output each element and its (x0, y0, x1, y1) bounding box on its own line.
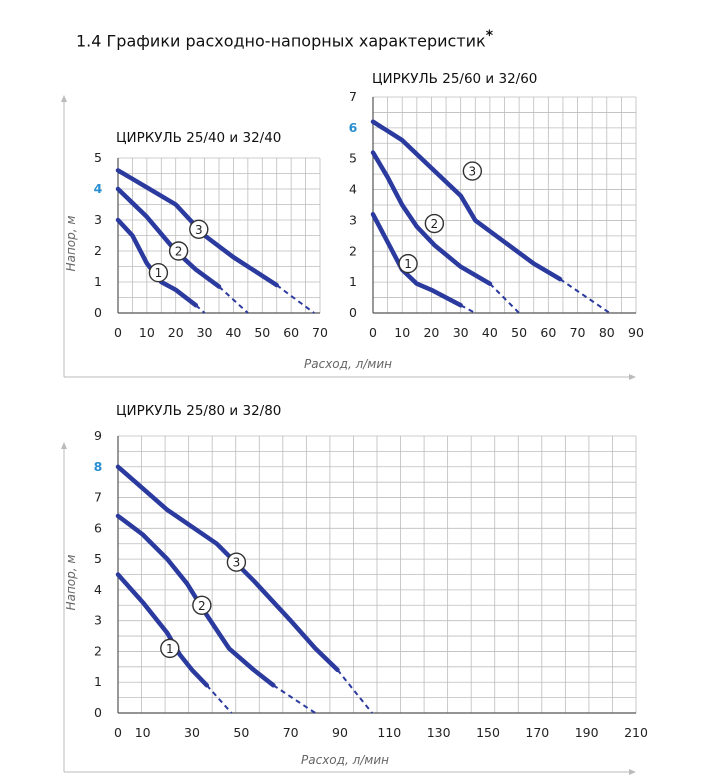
series-1-solid-line (118, 220, 196, 305)
chart-2 (349, 71, 644, 340)
frame-y-arrow (61, 442, 67, 449)
x-tick-label: 10 (134, 725, 151, 740)
y-tick-label: 6 (94, 520, 102, 536)
y-tick-label: 3 (94, 612, 102, 628)
chart-3 (61, 403, 648, 775)
x-tick-label: 50 (233, 725, 250, 740)
series-1 (118, 575, 232, 714)
chart-title: ЦИРКУЛЬ 25/60 и 32/60 (372, 71, 538, 87)
x-tick-label: 40 (481, 325, 498, 340)
series-1-dashed-line (196, 305, 205, 313)
chart-title: ЦИРКУЛЬ 25/80 и 32/80 (116, 403, 282, 419)
grid (118, 158, 320, 313)
y-tick-label: 8 (93, 458, 103, 474)
x-tick-label: 70 (569, 325, 586, 340)
y-tick-label: 5 (94, 551, 102, 567)
y-axis-label: Напор, м (64, 554, 78, 611)
frame-y-arrow (61, 95, 67, 102)
x-axis-label: Расход, л/мин (304, 357, 392, 371)
y-tick-label: 3 (349, 212, 357, 228)
y-tick-label: 2 (94, 243, 102, 258)
y-tick-label: 2 (349, 243, 357, 259)
x-tick-label: 60 (283, 325, 300, 340)
x-axis-label: Расход, л/мин (301, 753, 389, 767)
y-tick-label: 0 (94, 305, 102, 320)
y-tick-label: 0 (349, 305, 357, 320)
y-tick-label: 4 (94, 581, 102, 597)
x-tick-label: 10 (394, 325, 411, 340)
series-2-label: 2 (430, 217, 439, 232)
y-tick-label: 1 (94, 274, 102, 289)
series-3-dashed-line (338, 670, 373, 713)
x-tick-label: 70 (312, 325, 328, 340)
x-tick-label: 50 (511, 325, 528, 340)
series-3-label: 3 (232, 555, 241, 570)
x-tick-label: 0 (114, 725, 122, 740)
x-tick-label: 150 (476, 725, 500, 740)
y-tick-label: 5 (349, 150, 357, 166)
y-tick-label: 7 (94, 489, 102, 505)
series-3-label: 3 (468, 164, 477, 179)
x-tick-label: 110 (377, 725, 402, 740)
series-1-label: 1 (404, 257, 412, 272)
series-2-dashed-line (273, 685, 315, 713)
y-tick-label: 3 (94, 212, 102, 227)
x-tick-label: 20 (167, 325, 184, 340)
y-tick-label: 0 (94, 705, 102, 720)
x-tick-label: 30 (196, 325, 213, 340)
x-tick-label: 90 (332, 725, 348, 740)
x-tick-label: 70 (282, 725, 299, 740)
series-2-label: 2 (174, 244, 183, 259)
x-tick-label: 40 (225, 325, 242, 340)
x-tick-label: 190 (574, 725, 599, 740)
page-title-text: 1.4 Графики расходно-напорных характеристик (76, 31, 486, 51)
y-tick-label: 4 (349, 181, 357, 197)
x-tick-label: 60 (540, 325, 557, 340)
page-title-asterisk: * (485, 28, 494, 44)
series-3 (118, 170, 314, 313)
y-tick-label: 1 (94, 674, 102, 690)
series-3-dashed-line (560, 279, 610, 313)
y-tick-label: 5 (94, 150, 102, 165)
x-tick-label: 0 (369, 325, 377, 340)
series-1-dashed-line (461, 305, 476, 313)
series-3-label: 3 (194, 222, 203, 237)
y-tick-label: 7 (349, 89, 357, 104)
y-tick-label: 9 (94, 428, 102, 443)
series-3-dashed-line (277, 285, 315, 313)
x-tick-label: 10 (138, 325, 155, 340)
y-tick-label: 1 (349, 274, 357, 290)
x-tick-label: 210 (624, 725, 648, 740)
series-1-label: 1 (165, 641, 174, 656)
frame-x-arrow (629, 769, 636, 775)
x-tick-label: 20 (423, 325, 440, 340)
y-tick-label: 6 (348, 119, 358, 135)
x-tick-label: 90 (628, 325, 644, 340)
chart-title: ЦИРКУЛЬ 25/40 и 32/40 (116, 130, 282, 146)
x-tick-label: 0 (114, 325, 122, 340)
y-axis-label: Напор, м (64, 215, 78, 272)
x-tick-label: 170 (525, 725, 550, 740)
x-tick-label: 30 (452, 325, 469, 340)
series-1-dashed-line (207, 685, 232, 713)
y-tick-label: 2 (94, 643, 102, 659)
y-tick-label: 4 (93, 181, 103, 196)
x-tick-label: 80 (598, 325, 615, 340)
x-tick-label: 30 (184, 725, 200, 740)
frame-x-arrow (629, 374, 636, 380)
series-2-label: 2 (198, 598, 206, 613)
x-tick-label: 50 (254, 325, 271, 340)
x-tick-label: 130 (426, 725, 451, 740)
series-1-label: 1 (154, 266, 163, 281)
